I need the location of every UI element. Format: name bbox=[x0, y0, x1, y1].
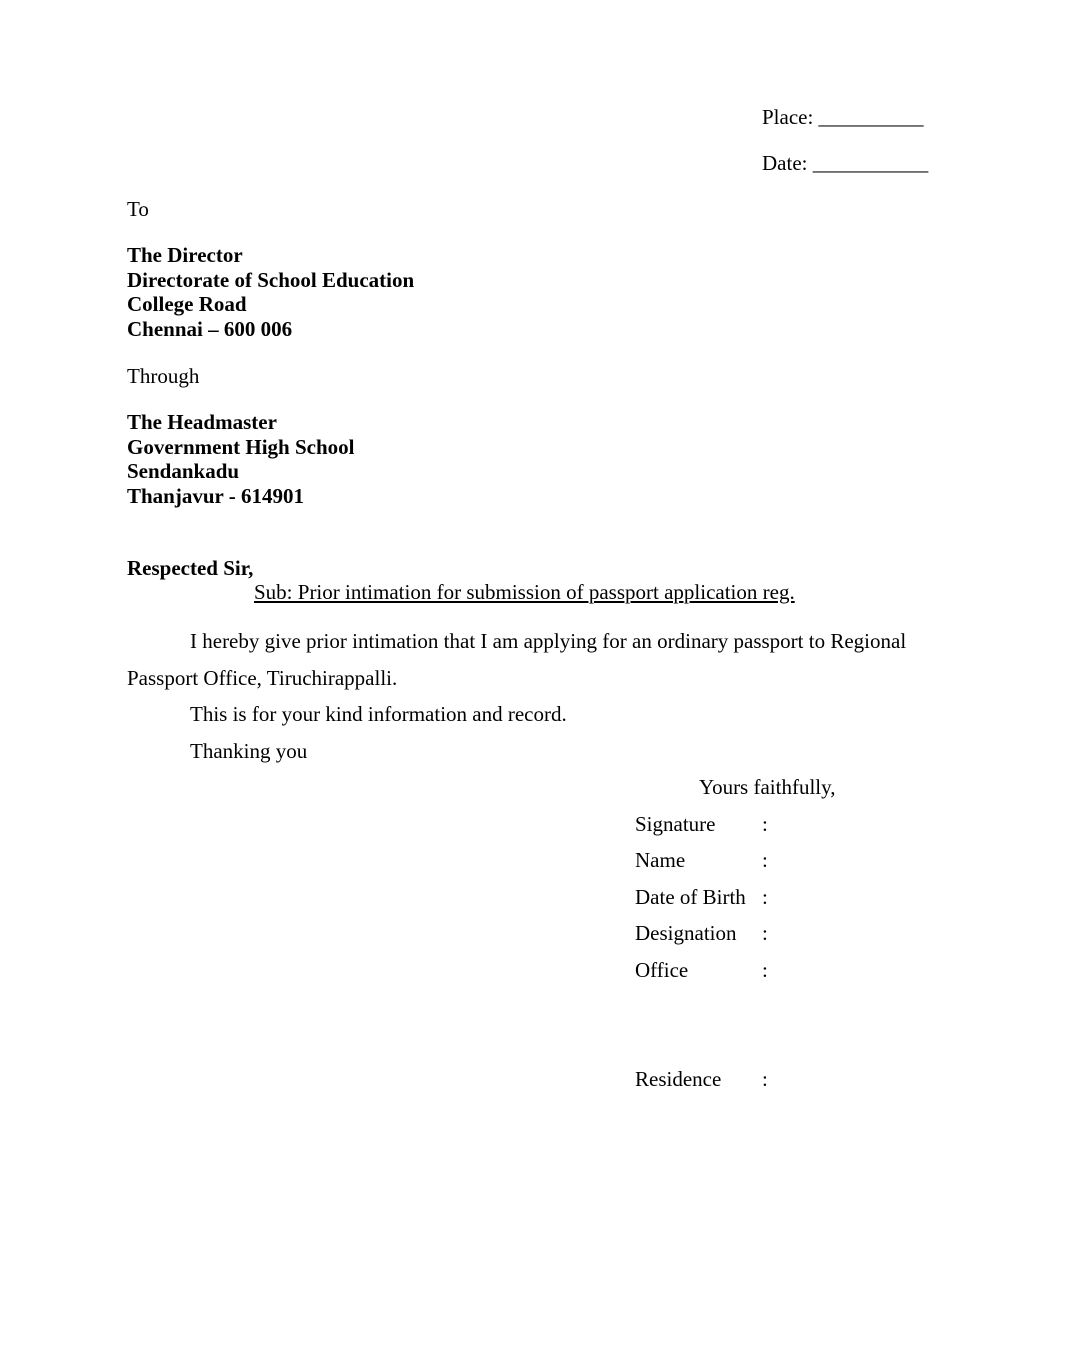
field-separator: : bbox=[762, 1067, 768, 1091]
field-separator: : bbox=[762, 848, 768, 872]
field-label-date-of-birth: Date of Birth bbox=[635, 885, 746, 909]
through-label: Through bbox=[127, 364, 200, 388]
body-paragraph-3: Thanking you bbox=[190, 739, 308, 763]
field-separator: : bbox=[762, 921, 768, 945]
intermediary-line: Sendankadu bbox=[127, 459, 240, 483]
to-label: To bbox=[127, 197, 149, 221]
field-label-designation: Designation bbox=[635, 921, 737, 945]
subject-line: Sub: Prior intimation for submission of passport application reg. bbox=[254, 580, 795, 604]
intermediary-line: The Headmaster bbox=[127, 410, 277, 434]
place-line: Place: __________ bbox=[762, 105, 924, 129]
recipient-line: Chennai – 600 006 bbox=[127, 316, 293, 341]
intermediary-address bbox=[127, 410, 355, 508]
body-paragraph-1-line-1: I hereby give prior intimation that I am applying for an ordinary passport to Regional bbox=[190, 629, 907, 653]
field-label-residence: Residence bbox=[635, 1067, 722, 1091]
recipient-line: College Road bbox=[127, 292, 247, 316]
body-paragraph-2: This is for your kind information and record. bbox=[190, 702, 567, 726]
recipient-address bbox=[127, 243, 414, 341]
field-label-office: Office bbox=[635, 958, 689, 982]
field-label-name: Name bbox=[635, 848, 686, 872]
field-label-signature: Signature bbox=[635, 812, 716, 836]
salutation: Respected Sir, bbox=[127, 556, 254, 580]
intermediary-line: Government High School bbox=[127, 434, 355, 459]
field-separator: : bbox=[762, 958, 768, 982]
date-line: Date: ___________ bbox=[762, 151, 929, 175]
intermediary-line: Thanjavur - 614901 bbox=[127, 483, 304, 508]
recipient-line: The Director bbox=[127, 243, 243, 267]
body-paragraph-1-line-2: Passport Office, Tiruchirappalli. bbox=[127, 666, 398, 690]
field-separator: : bbox=[762, 885, 768, 909]
closing: Yours faithfully, bbox=[699, 775, 836, 799]
recipient-line: Directorate of School Education bbox=[127, 267, 415, 292]
field-separator: : bbox=[762, 812, 768, 836]
